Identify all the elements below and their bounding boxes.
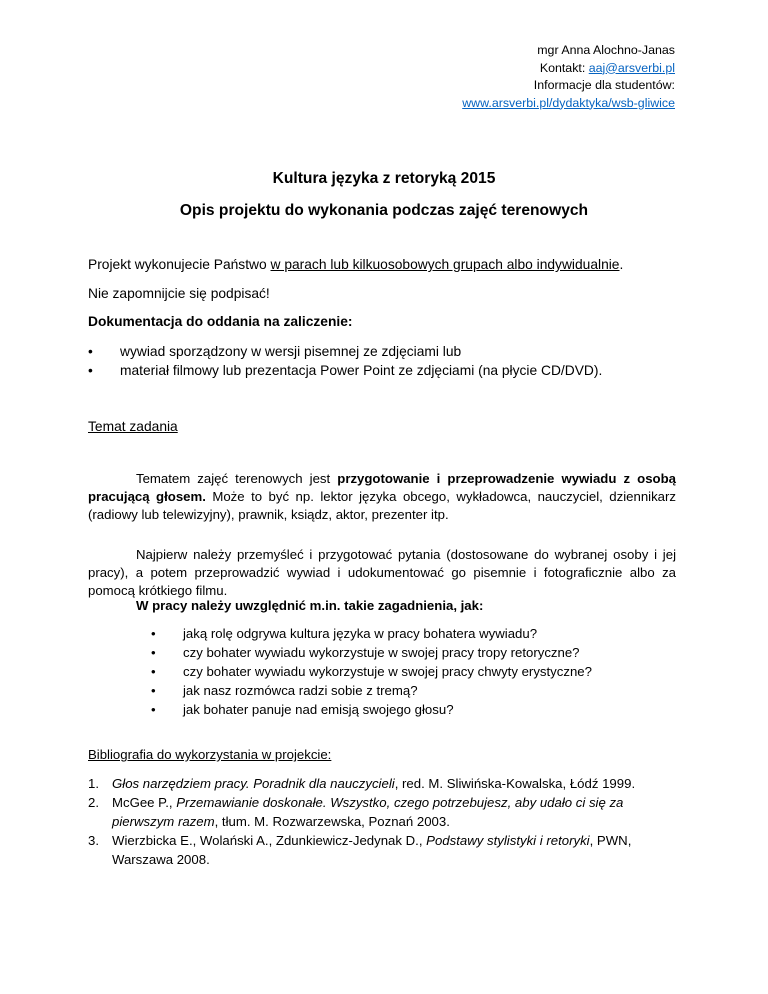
- task-p1-bold: przygotowanie i przeprowadzenie wywiadu z osobą pracującą głosem.: [88, 471, 676, 504]
- contact-email-link[interactable]: aaj@arsverbi.pl: [588, 60, 675, 75]
- list-item: [151, 643, 673, 662]
- course-title: Kultura języka z retoryką 2015: [272, 170, 496, 187]
- bibliography-details: , tłum. M. Rozwarzewska, Poznań 2003.: [214, 814, 450, 829]
- bibliography-item: [88, 793, 672, 831]
- task-paragraph-1: [88, 470, 676, 524]
- bibliography-item: [88, 831, 672, 869]
- bibliography-title: Podstawy stylistyki i retoryki: [426, 833, 590, 848]
- bullet-icon: •: [88, 363, 93, 378]
- bibliography-author: Wierzbicka E., Wolański A., Zdunkiewicz-Jedynak D.,: [112, 833, 427, 848]
- list-item: [88, 342, 680, 361]
- bibliography-list: [88, 774, 672, 869]
- bullet-icon: •: [151, 626, 156, 641]
- list-item-text: jaką rolę odgrywa kultura języka w pracy bohatera wywiadu?: [183, 626, 538, 641]
- author-name: mgr Anna Alochno-Janas: [537, 43, 675, 57]
- task-p1-post: Może to być np. lektor języka obcego, wykładowca, nauczyciel, dziennikarz (radiowy lub telewizyjny), prawnik, ksiądz, aktor, prezenter itp.: [88, 489, 676, 522]
- intro-text-pre: Projekt wykonujecie Państwo: [88, 257, 271, 272]
- list-item-text: jak bohater panuje nad emisją swojego głosu?: [183, 702, 454, 717]
- intro-text-post: .: [619, 257, 624, 272]
- list-item: [151, 662, 673, 681]
- intro-text-underlined: w parach lub kilkuosobowych grupach albo indywidualnie: [270, 257, 620, 272]
- documentation-heading: Dokumentacja do oddania na zaliczenie:: [88, 314, 353, 329]
- bullet-icon: •: [151, 664, 156, 679]
- contact-line: [462, 60, 675, 78]
- bullet-icon: •: [151, 645, 156, 660]
- contact-label: Kontakt:: [539, 60, 589, 75]
- bibliography-title: Głos narzędziem pracy. Poradnik dla nauczycieli: [112, 776, 395, 791]
- bullet-icon: •: [88, 344, 93, 359]
- sign-reminder: Nie zapomnijcie się podpisać!: [88, 286, 270, 301]
- info-label: Informacje dla studentów:: [533, 78, 675, 92]
- bibliography-details: , red. M. Sliwińska-Kowalska, Łódź 1999.: [394, 776, 636, 791]
- issues-heading: W pracy należy uwzględnić m.in. takie zagadnienia, jak:: [136, 598, 484, 613]
- bibliography-number: 3.: [88, 833, 99, 848]
- info-url-link[interactable]: www.arsverbi.pl/dydaktyka/wsb-gliwice: [462, 95, 675, 110]
- task-paragraph-2: Najpierw należy przemyśleć i przygotować pytania (dostosowane do wybranej osoby i jej pracy), a potem przeprowadzić wywiad i udokumentować go pisemnie i fotograficznie albo za pomocą krótkiego filmu.: [88, 547, 676, 598]
- list-item: [88, 361, 680, 380]
- intro-paragraph: [88, 256, 676, 274]
- list-item: [151, 624, 673, 643]
- task-heading: Temat zadania: [88, 419, 178, 434]
- bibliography-heading: Bibliografia do wykorzystania w projekcie:: [88, 747, 332, 762]
- list-item: [151, 700, 673, 719]
- bibliography-number: 1.: [88, 776, 99, 791]
- bibliography-number: 2.: [88, 795, 99, 810]
- list-item-text: materiał filmowy lub prezentacja Power Point ze zdjęciami (na płycie CD/DVD).: [120, 363, 603, 378]
- bibliography-author: McGee P.,: [112, 795, 177, 810]
- bullet-icon: •: [151, 683, 156, 698]
- list-item: [151, 681, 673, 700]
- list-item-text: wywiad sporządzony w wersji pisemnej ze zdjęciami lub: [120, 344, 462, 359]
- list-item-text: czy bohater wywiadu wykorzystuje w swojej pracy tropy retoryczne?: [183, 645, 580, 660]
- issues-list: [151, 624, 673, 719]
- bibliography-details: , PWN, Warszawa 2008.: [112, 833, 632, 867]
- bullet-icon: •: [151, 702, 156, 717]
- list-item-text: jak nasz rozmówca radzi sobie z tremą?: [183, 683, 418, 698]
- bibliography-title: Przemawianie doskonałe. Wszystko, czego potrzebujesz, aby udało ci się za pierwszym razem: [112, 795, 624, 829]
- task-p1-pre: Tematem zajęć terenowych jest: [136, 471, 338, 486]
- documentation-list: [88, 342, 680, 380]
- list-item-text: czy bohater wywiadu wykorzystuje w swojej pracy chwyty erystyczne?: [183, 664, 592, 679]
- project-subtitle: Opis projektu do wykonania podczas zajęć terenowych: [179, 202, 589, 219]
- bibliography-item: [88, 774, 672, 793]
- document-header: [462, 42, 675, 112]
